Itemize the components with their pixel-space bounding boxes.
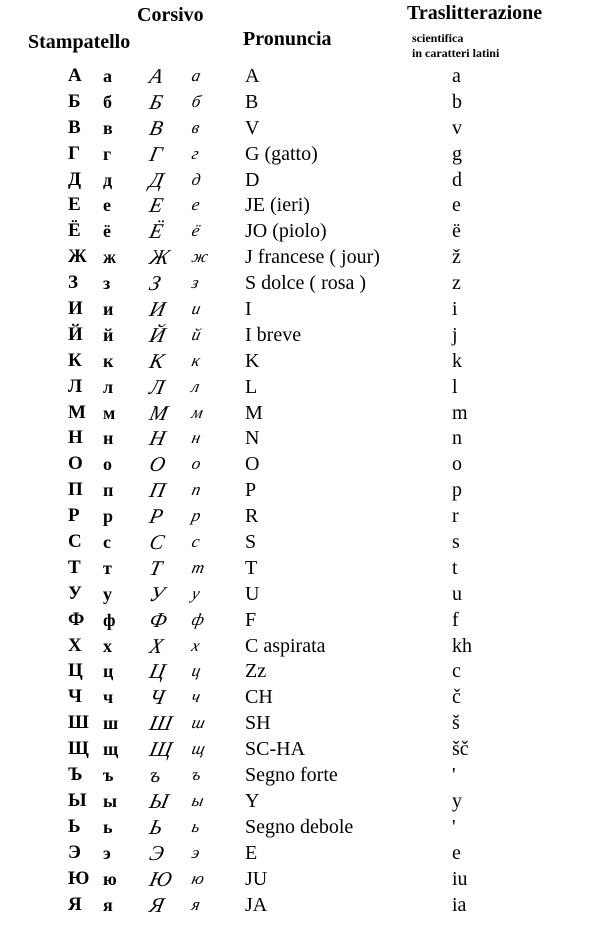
cursive-upper: Я bbox=[147, 892, 167, 917]
transliteration: č bbox=[452, 686, 461, 709]
pronunciation: Zz bbox=[245, 660, 267, 683]
cursive-lower: ю bbox=[190, 868, 207, 888]
header-traslitterazione: Traslitterazione bbox=[407, 2, 543, 24]
transliteration: p bbox=[452, 479, 462, 502]
cursive-lower: и bbox=[190, 299, 203, 319]
cursive-lower: к bbox=[190, 350, 203, 370]
printed-lower: к bbox=[103, 350, 114, 371]
cursive-lower: ы bbox=[190, 790, 206, 810]
letter-row bbox=[0, 218, 605, 244]
transliteration: kh bbox=[452, 634, 472, 657]
transliteration: c bbox=[452, 660, 461, 683]
pronunciation: E bbox=[245, 841, 258, 864]
cursive-upper: Г bbox=[147, 141, 165, 166]
pronunciation: JA bbox=[245, 893, 268, 916]
pronunciation: O bbox=[245, 453, 260, 476]
alphabet-table bbox=[0, 63, 605, 917]
printed-lower: б bbox=[103, 91, 112, 112]
printed-upper: Х bbox=[68, 634, 82, 656]
cursive-lower: м bbox=[190, 402, 205, 422]
pronunciation: D bbox=[245, 168, 260, 191]
pronunciation: P bbox=[245, 479, 257, 502]
pronunciation: S bbox=[245, 531, 257, 554]
letter-row bbox=[0, 348, 605, 374]
printed-lower: ё bbox=[103, 221, 111, 242]
printed-lower: ч bbox=[103, 687, 114, 708]
pronunciation: I bbox=[245, 298, 252, 321]
transliteration: šč bbox=[452, 738, 469, 761]
cursive-lower: ъ bbox=[190, 765, 203, 785]
printed-lower: с bbox=[103, 532, 111, 553]
cursive-upper: Ы bbox=[147, 788, 171, 813]
printed-lower: е bbox=[103, 195, 111, 216]
printed-lower: ь bbox=[103, 816, 113, 837]
cursive-lower: н bbox=[190, 428, 203, 448]
cursive-upper: Й bbox=[147, 322, 168, 347]
printed-upper: Ъ bbox=[68, 764, 83, 786]
cursive-lower: л bbox=[190, 376, 202, 396]
letter-row bbox=[0, 167, 605, 193]
printed-upper: Й bbox=[68, 323, 83, 345]
transliteration: b bbox=[452, 90, 462, 113]
transliteration: z bbox=[452, 272, 461, 295]
printed-lower: л bbox=[103, 376, 114, 397]
cursive-upper: Х bbox=[147, 633, 166, 658]
cursive-lower: е bbox=[190, 195, 202, 215]
letter-row bbox=[0, 555, 605, 581]
printed-lower: р bbox=[103, 506, 114, 527]
printed-upper: Л bbox=[68, 375, 83, 397]
cursive-lower: ч bbox=[190, 687, 203, 707]
printed-upper: Ф bbox=[68, 608, 85, 630]
printed-upper: Ш bbox=[68, 712, 89, 734]
printed-upper: Ю bbox=[68, 867, 90, 889]
pronunciation: JE (ieri) bbox=[245, 194, 310, 217]
pronunciation: S dolce ( rosa ) bbox=[245, 272, 367, 295]
printed-upper: З bbox=[68, 272, 79, 294]
cursive-lower: у bbox=[190, 583, 202, 603]
transliteration: ž bbox=[452, 246, 461, 269]
cursive-lower: ж bbox=[190, 247, 210, 267]
letter-row bbox=[0, 762, 605, 788]
cursive-upper: З bbox=[147, 271, 163, 296]
cursive-upper: А bbox=[147, 64, 166, 88]
transliteration: n bbox=[452, 427, 462, 450]
transliteration: ia bbox=[452, 893, 467, 916]
printed-lower: д bbox=[103, 169, 113, 190]
letter-row bbox=[0, 63, 605, 89]
transliteration: s bbox=[452, 531, 460, 554]
cursive-lower: б bbox=[190, 91, 203, 111]
printed-upper: Б bbox=[68, 90, 81, 112]
cursive-upper: ъ bbox=[147, 763, 164, 788]
letter-row bbox=[0, 477, 605, 503]
printed-lower: а bbox=[103, 66, 112, 86]
transliteration: ' bbox=[452, 815, 456, 838]
pronunciation: CH bbox=[245, 686, 273, 709]
printed-lower: ф bbox=[103, 609, 116, 630]
transliteration: iu bbox=[452, 867, 468, 890]
header-sub-caratteri-latini: in caratteri latini bbox=[412, 46, 500, 60]
transliteration: u bbox=[452, 582, 462, 605]
printed-lower: ю bbox=[103, 868, 117, 889]
printed-upper: У bbox=[68, 582, 82, 604]
pronunciation: A bbox=[245, 65, 260, 87]
cursive-upper: С bbox=[147, 530, 167, 555]
printed-upper: Г bbox=[68, 142, 81, 164]
cursive-lower: э bbox=[190, 842, 202, 862]
letter-row bbox=[0, 115, 605, 141]
cursive-upper: Е bbox=[147, 193, 166, 218]
cursive-upper: Ь bbox=[147, 814, 165, 839]
letter-row bbox=[0, 788, 605, 814]
cursive-upper: Ю bbox=[147, 866, 175, 891]
printed-lower: ъ bbox=[103, 765, 114, 786]
cursive-lower: с bbox=[190, 532, 202, 552]
letter-row bbox=[0, 244, 605, 270]
pronunciation: SH bbox=[245, 712, 271, 735]
pronunciation: T bbox=[245, 556, 258, 579]
cursive-lower: а bbox=[190, 66, 203, 85]
cursive-lower: р bbox=[190, 506, 203, 526]
transliteration: ë bbox=[452, 220, 461, 243]
letter-row bbox=[0, 529, 605, 555]
cursive-lower: з bbox=[190, 273, 201, 293]
pronunciation: Segno forte bbox=[245, 764, 338, 787]
transliteration: i bbox=[452, 298, 458, 321]
printed-upper: Э bbox=[68, 841, 81, 863]
pronunciation: SC-HA bbox=[245, 738, 306, 761]
cursive-lower: ц bbox=[190, 661, 203, 681]
printed-lower: м bbox=[103, 402, 116, 423]
printed-upper: Ы bbox=[68, 789, 87, 811]
printed-upper: Д bbox=[68, 168, 82, 190]
printed-upper: Ж bbox=[68, 246, 87, 268]
transliteration: ' bbox=[452, 764, 456, 787]
pronunciation: I breve bbox=[245, 323, 302, 346]
printed-lower: з bbox=[103, 273, 111, 294]
cursive-lower: щ bbox=[190, 739, 207, 759]
printed-lower: э bbox=[103, 842, 111, 863]
transliteration: d bbox=[452, 168, 462, 191]
letter-row bbox=[0, 374, 605, 400]
cursive-lower: ь bbox=[190, 816, 202, 836]
pronunciation: M bbox=[245, 401, 263, 424]
pronunciation: J francese ( jour) bbox=[245, 246, 380, 269]
cursive-upper: Ц bbox=[147, 659, 168, 684]
transliteration: š bbox=[452, 712, 460, 735]
printed-upper: Ё bbox=[68, 220, 81, 242]
cursive-upper: И bbox=[147, 297, 168, 322]
printed-lower: п bbox=[103, 480, 114, 501]
transliteration: l bbox=[452, 375, 458, 398]
printed-lower: ы bbox=[103, 790, 118, 811]
cursive-upper: Ё bbox=[147, 219, 166, 244]
cursive-lower: ф bbox=[190, 609, 207, 629]
transliteration: y bbox=[452, 789, 462, 812]
transliteration: r bbox=[452, 505, 459, 528]
letter-row bbox=[0, 607, 605, 633]
letter-row bbox=[0, 736, 605, 762]
printed-upper: Ч bbox=[68, 686, 82, 708]
letter-row bbox=[0, 141, 605, 167]
printed-upper: Щ bbox=[68, 738, 89, 760]
printed-upper: Я bbox=[68, 893, 82, 915]
cursive-lower: г bbox=[190, 143, 201, 163]
letter-row bbox=[0, 814, 605, 840]
printed-lower: я bbox=[103, 894, 113, 915]
cursive-upper: Д bbox=[147, 167, 166, 192]
transliteration: f bbox=[452, 608, 459, 631]
cursive-upper: П bbox=[147, 478, 168, 503]
letter-row bbox=[0, 840, 605, 866]
cursive-upper: Ш bbox=[147, 711, 175, 736]
cursive-upper: М bbox=[147, 400, 171, 425]
letter-row bbox=[0, 710, 605, 736]
pronunciation: V bbox=[245, 116, 260, 139]
printed-upper: О bbox=[68, 453, 83, 475]
pronunciation: G (gatto) bbox=[245, 142, 318, 165]
pronunciation: K bbox=[245, 349, 260, 372]
header-stampatello: Stampatello bbox=[28, 31, 131, 53]
letter-row bbox=[0, 658, 605, 684]
printed-upper: Ц bbox=[68, 660, 83, 682]
printed-lower: ш bbox=[103, 713, 119, 734]
printed-upper: Е bbox=[68, 194, 81, 216]
printed-lower: х bbox=[103, 635, 112, 656]
cursive-upper: В bbox=[147, 115, 166, 140]
pronunciation: C aspirata bbox=[245, 634, 326, 657]
letter-row bbox=[0, 296, 605, 322]
transliteration: t bbox=[452, 556, 458, 579]
cursive-upper: Н bbox=[147, 426, 168, 451]
cursive-upper: Б bbox=[147, 89, 165, 114]
cursive-lower: в bbox=[190, 117, 202, 137]
printed-lower: й bbox=[103, 324, 114, 345]
printed-lower: у bbox=[103, 583, 112, 604]
cursive-upper: У bbox=[147, 581, 167, 606]
letter-row bbox=[0, 892, 605, 918]
printed-upper: К bbox=[68, 349, 82, 371]
letter-row bbox=[0, 451, 605, 477]
printed-lower: н bbox=[103, 428, 114, 449]
header-sub-scientifica: scientifica bbox=[412, 31, 464, 45]
transliteration: e bbox=[452, 841, 461, 864]
letter-row bbox=[0, 684, 605, 710]
transliteration: v bbox=[452, 116, 462, 139]
letter-row bbox=[0, 322, 605, 348]
cursive-lower: ё bbox=[190, 221, 202, 241]
pronunciation: L bbox=[245, 375, 258, 398]
cursive-lower: д bbox=[190, 169, 203, 189]
printed-lower: щ bbox=[103, 739, 119, 760]
pronunciation: Y bbox=[245, 789, 260, 812]
transliteration: m bbox=[452, 401, 468, 424]
transliteration: k bbox=[452, 349, 462, 372]
pronunciation: B bbox=[245, 90, 259, 113]
printed-upper: П bbox=[68, 479, 83, 501]
letter-row bbox=[0, 270, 605, 296]
pronunciation: R bbox=[245, 505, 259, 528]
cursive-upper: Р bbox=[147, 504, 166, 529]
cursive-upper: Ф bbox=[147, 607, 170, 632]
cursive-lower: п bbox=[190, 480, 203, 500]
letter-row bbox=[0, 503, 605, 529]
cursive-lower: т bbox=[190, 557, 207, 577]
transliteration: a bbox=[452, 65, 461, 87]
pronunciation: JU bbox=[245, 867, 268, 890]
cursive-lower: я bbox=[190, 894, 203, 914]
printed-lower: т bbox=[103, 557, 112, 578]
cursive-lower: о bbox=[190, 454, 203, 474]
cursive-upper: О bbox=[147, 452, 168, 477]
header-pronuncia: Pronuncia bbox=[243, 28, 332, 50]
letter-row bbox=[0, 866, 605, 892]
letter-row bbox=[0, 425, 605, 451]
letter-row bbox=[0, 633, 605, 659]
printed-lower: г bbox=[103, 143, 112, 164]
printed-upper: Н bbox=[68, 427, 83, 449]
transliteration: g bbox=[452, 142, 462, 165]
transliteration: j bbox=[452, 323, 458, 346]
letter-row bbox=[0, 192, 605, 218]
printed-lower: и bbox=[103, 299, 114, 320]
letter-row bbox=[0, 89, 605, 115]
pronunciation: JO (piolo) bbox=[245, 220, 327, 243]
pronunciation: U bbox=[245, 582, 260, 605]
printed-upper: М bbox=[68, 401, 86, 423]
transliteration: o bbox=[452, 453, 462, 476]
printed-upper: Т bbox=[68, 556, 81, 578]
cursive-lower: ш bbox=[190, 713, 207, 733]
printed-lower: ж bbox=[103, 247, 117, 268]
cursive-lower: й bbox=[190, 324, 203, 344]
cursive-upper: Ж bbox=[147, 245, 172, 270]
pronunciation: F bbox=[245, 608, 257, 631]
printed-upper: Ь bbox=[68, 815, 81, 837]
transliteration: e bbox=[452, 194, 461, 217]
cursive-upper: К bbox=[147, 348, 167, 373]
letter-row bbox=[0, 400, 605, 426]
printed-upper: А bbox=[68, 65, 82, 86]
printed-upper: Р bbox=[68, 505, 80, 527]
printed-upper: В bbox=[68, 116, 81, 138]
cursive-upper: Т bbox=[147, 555, 165, 580]
cursive-upper: Л bbox=[147, 374, 167, 399]
cursive-upper: Щ bbox=[147, 737, 175, 762]
printed-lower: ц bbox=[103, 661, 114, 682]
cursive-upper: Ч bbox=[147, 685, 168, 710]
header-corsivo: Corsivo bbox=[137, 4, 204, 26]
letter-row bbox=[0, 581, 605, 607]
pronunciation: Segno debole bbox=[245, 815, 354, 838]
pronunciation: N bbox=[245, 427, 260, 450]
printed-upper: С bbox=[68, 531, 82, 553]
printed-upper: И bbox=[68, 298, 83, 320]
cursive-upper: Э bbox=[147, 840, 167, 865]
printed-lower: в bbox=[103, 117, 113, 138]
printed-lower: о bbox=[103, 454, 112, 475]
cursive-lower: х bbox=[190, 635, 202, 655]
